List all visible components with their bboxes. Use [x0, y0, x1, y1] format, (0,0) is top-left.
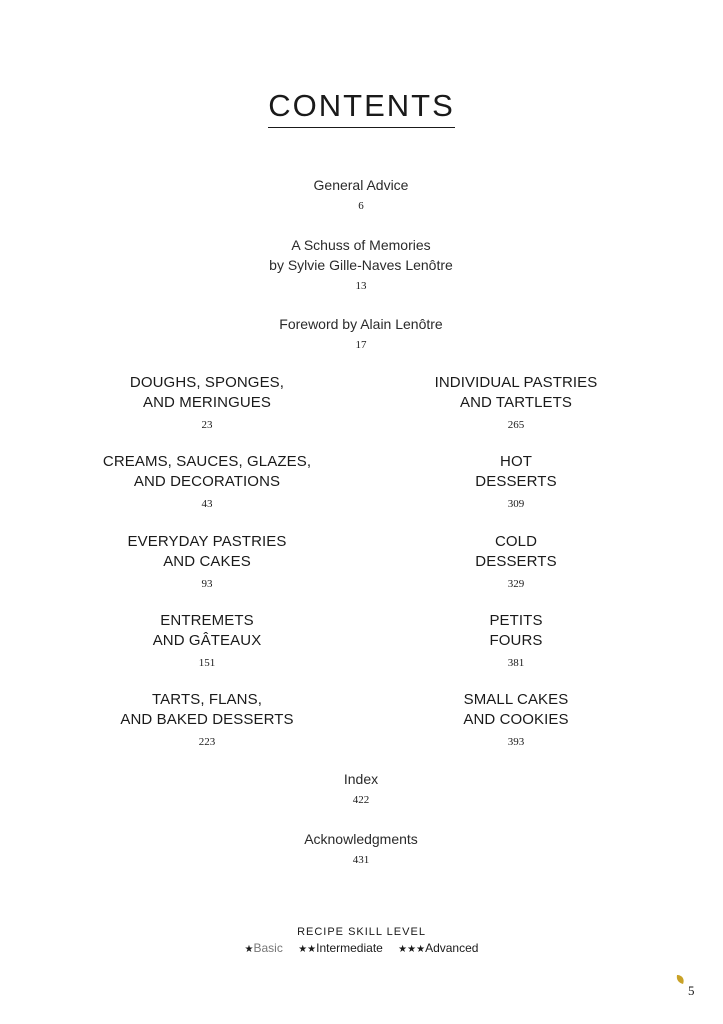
chapter-page: 309	[507, 498, 525, 510]
chapter-title-line2: DESSERTS	[475, 473, 557, 490]
chapter-page: 393	[507, 736, 525, 748]
leaf-icon	[676, 974, 685, 985]
chapter-title-line1: SMALL CAKES	[463, 691, 569, 708]
chapter-page: 93	[201, 578, 213, 590]
toc-entry-label-line2: by Sylvie Gille-Naves Lenôtre	[269, 257, 453, 273]
toc-entry-acknowledgments[interactable]	[191, 829, 531, 870]
toc-entry-foreword[interactable]	[191, 314, 531, 355]
chapter-title-line2: AND CAKES	[163, 553, 251, 570]
toc-entry-label: A Schuss of Memories	[291, 237, 431, 253]
toc-entry-general-advice[interactable]	[191, 175, 531, 216]
skill-level-intermediate	[298, 941, 383, 955]
chapter-title-line2: AND TARTLETS	[459, 394, 573, 411]
toc-entry-label: Index	[343, 771, 379, 787]
skill-level-name: Basic	[253, 941, 283, 955]
toc-chapter-doughs[interactable]	[37, 373, 377, 435]
chapter-title-line1: HOT	[500, 453, 532, 470]
chapter-title-line1: COLD	[494, 533, 538, 550]
chapter-page: 381	[507, 657, 525, 669]
toc-chapter-small-cakes[interactable]	[346, 690, 686, 752]
toc-chapter-entremets[interactable]	[37, 611, 377, 673]
skill-level-legend	[0, 924, 723, 958]
toc-entry-label: Foreword by Alain Lenôtre	[279, 316, 443, 332]
star-icon: ★★★	[398, 944, 426, 955]
skill-level-list	[0, 940, 723, 958]
toc-chapter-hot-desserts[interactable]	[346, 452, 686, 514]
chapter-page: 329	[507, 578, 525, 590]
chapter-title-line1: DOUGHS, SPONGES,	[129, 374, 285, 391]
chapter-title-line1: INDIVIDUAL PASTRIES	[434, 374, 598, 391]
star-icon: ★★	[298, 944, 317, 955]
chapter-title-line1: TARTS, FLANS,	[152, 691, 262, 708]
chapter-page: 43	[201, 498, 213, 510]
toc-entry-index[interactable]	[191, 769, 531, 810]
toc-entry-page: 13	[355, 280, 367, 292]
toc-chapter-tarts[interactable]	[37, 690, 377, 752]
toc-entry-page: 6	[358, 200, 364, 212]
chapter-title-line1: PETITS	[489, 612, 543, 629]
chapter-title-line2: FOURS	[489, 632, 543, 649]
toc-chapter-everyday-pastries[interactable]	[37, 532, 377, 594]
toc-entry-schuss-of-memories[interactable]	[191, 235, 531, 296]
skill-level-advanced	[398, 941, 478, 955]
page-number: 5	[688, 983, 695, 998]
skill-level-title: RECIPE SKILL LEVEL	[297, 926, 426, 938]
toc-chapter-petits-fours[interactable]	[346, 611, 686, 673]
chapter-title-line2: AND DECORATIONS	[133, 473, 281, 490]
chapter-title-line2: AND BAKED DESSERTS	[120, 711, 294, 728]
page-title	[0, 86, 723, 128]
toc-chapter-cold-desserts[interactable]	[346, 532, 686, 594]
skill-level-name: Intermediate	[316, 941, 383, 955]
toc-entry-page: 17	[355, 339, 367, 351]
chapter-page: 223	[198, 736, 216, 748]
chapter-title-line1: CREAMS, SAUCES, GLAZES,	[102, 453, 312, 470]
chapter-title-line2: AND MERINGUES	[143, 394, 271, 411]
toc-entry-label: General Advice	[313, 177, 409, 193]
star-icon: ★	[244, 944, 254, 955]
skill-level-name: Advanced	[425, 941, 479, 955]
chapter-page: 265	[507, 419, 525, 431]
toc-entry-label: Acknowledgments	[304, 831, 418, 847]
toc-entry-page: 431	[352, 854, 370, 866]
toc-entry-page: 422	[352, 794, 370, 806]
chapter-title-line1: ENTREMETS	[160, 612, 254, 629]
toc-chapter-creams[interactable]	[37, 452, 377, 514]
skill-level-basic	[245, 941, 283, 955]
toc-chapter-individual-pastries[interactable]	[346, 373, 686, 435]
chapter-page: 151	[198, 657, 216, 669]
chapter-title-line2: DESSERTS	[475, 553, 557, 570]
page-title-text: CONTENTS	[268, 86, 455, 128]
chapter-title-line2: AND COOKIES	[463, 711, 569, 728]
chapter-page: 23	[201, 419, 213, 431]
chapter-title-line2: AND GÂTEAUX	[152, 632, 262, 649]
chapter-title-line1: EVERYDAY PASTRIES	[127, 533, 287, 550]
